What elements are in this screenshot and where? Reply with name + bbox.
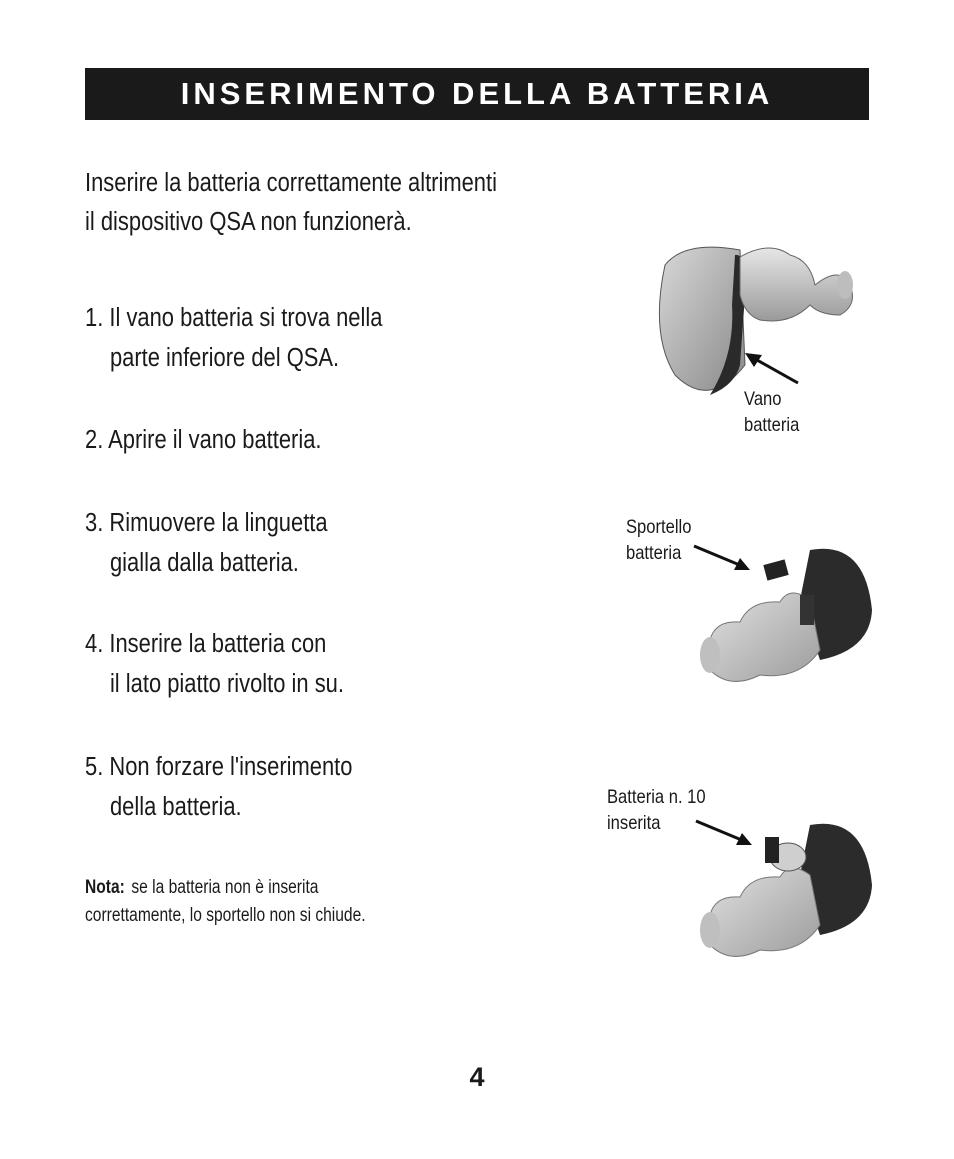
step-1 xyxy=(85,298,532,378)
section-title: INSERIMENTO DELLA BATTERIA xyxy=(180,76,774,111)
note-label: Nota: xyxy=(85,877,125,898)
note-line-1: se la batteria non è inserita xyxy=(131,877,319,898)
caption-3-line-2: inserita xyxy=(607,812,661,834)
caption-3-line-1: Batteria n. 10 xyxy=(607,786,706,808)
earpiece-battery-compartment-image xyxy=(640,235,870,410)
page-number: 4 xyxy=(469,1062,485,1092)
step-3-line-1: 3. Rimuovere la linguetta xyxy=(85,509,328,537)
note xyxy=(85,874,446,930)
step-4-line-1: 4. Inserire la batteria con xyxy=(85,630,327,658)
step-4 xyxy=(85,624,532,704)
arrow-battery-inserted xyxy=(692,815,762,855)
step-2 xyxy=(85,420,532,460)
step-3 xyxy=(85,503,532,583)
step-2-line-1: 2. Aprire il vano batteria. xyxy=(85,426,322,454)
step-5-line-2: della batteria. xyxy=(109,793,242,821)
caption-2-line-1: Sportello xyxy=(626,516,692,538)
caption-2-line-2: batteria xyxy=(626,542,682,564)
note-line-2: correttamente, lo sportello non si chiude. xyxy=(85,905,366,926)
intro-line-1: Inserire la batteria correttamente altrimenti xyxy=(85,169,497,197)
step-5-line-1: 5. Non forzare l'inserimento xyxy=(85,753,353,781)
arrow-battery-door xyxy=(690,540,760,580)
step-5 xyxy=(85,747,532,827)
step-1-line-2: parte inferiore del QSA. xyxy=(109,344,340,372)
step-1-line-1: 1. Il vano batteria si trova nella xyxy=(85,304,383,332)
caption-battery-inserted xyxy=(607,784,706,836)
step-4-line-2: il lato piatto rivolto in su. xyxy=(109,670,344,698)
intro-paragraph xyxy=(85,164,532,242)
caption-1-line-2: batteria xyxy=(744,414,800,436)
caption-battery-compartment xyxy=(744,386,799,438)
intro-line-2: il dispositivo QSA non funzionerà. xyxy=(85,208,412,236)
section-header-bar xyxy=(85,68,869,120)
caption-battery-door xyxy=(626,514,691,566)
caption-1-line-1: Vano xyxy=(744,388,782,410)
step-3-line-2: gialla dalla batteria. xyxy=(109,549,299,577)
